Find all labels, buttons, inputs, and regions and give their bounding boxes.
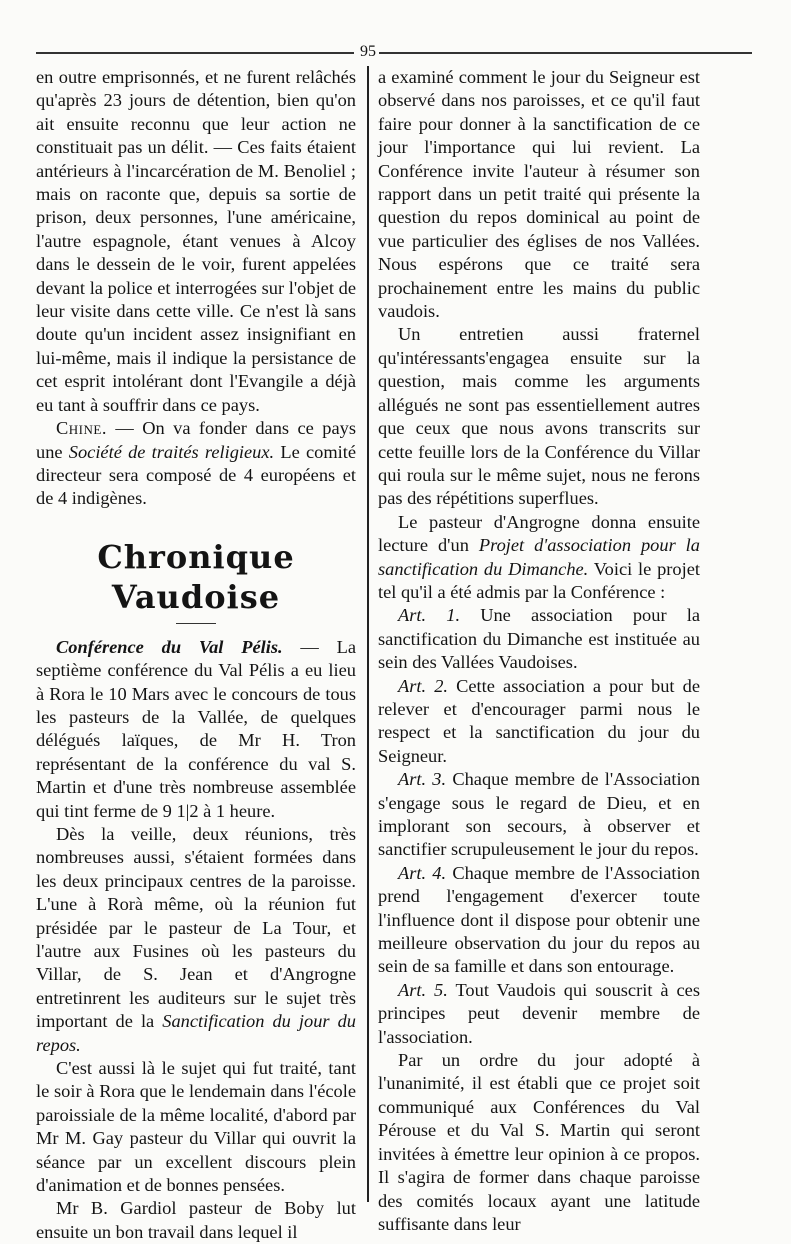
article-4-label: Art. 4. bbox=[398, 862, 447, 883]
article-1-label: Art. 1. bbox=[398, 605, 461, 626]
chine-label: Chine. bbox=[56, 418, 107, 439]
article-3-text: Chaque membre de l'Association s'engage sous le regard de Dieu, et en implorant son secours, à observer et sanctifier scrupuleusement le jour du repos. bbox=[378, 769, 700, 860]
paragraph-sujet: C'est aussi là le sujet qui fut traité, tant le soir à Rora que le lendemain dans l'école paroissiale de la même localité, d'abord par Mr M. Gay pasteur du Villar qui ouvrit la séance par un excellent discours plein d'animation et de bonnes pensées. bbox=[36, 1058, 356, 1196]
paragraph-ordre-du-jour: Par un ordre du jour adopté à l'unanimité, il est établi que ce projet soit communiqué aux Conférences du Val Pérouse et du Val S. Martin qui seront invitées à émettre leur opinion à ce propos. Il s'agira de former dans chaque paroisse des comités locaux ayant une latitude suffisante dans leur bbox=[378, 1050, 700, 1234]
article-3-label: Art. 3. bbox=[398, 769, 447, 790]
page-header bbox=[36, 41, 752, 63]
projet-text-a: Le pasteur d'Angrogne donna ensuite lecture d'un bbox=[378, 511, 700, 556]
paragraph-spain-continuation: en outre emprisonnés, et ne furent relâchés qu'après 23 jours de détention, bien qu'on ait ensuite reconnu que leur action ne constituait pas un délit. — Ces faits étaient antérieurs à l'incarcération de M. Benoliel ; mais on raconte que, depuis sa sortie de prison, deux personnes, l'une américaine, l'autre espagnole, étant venues à Alcoy dans le dessein de le voir, furent appelées devant la police et interrogées sur l'objet de leur visite dans cette ville. Ce n'est là sans doute qu'un incident assez insignifiant en lui-même, mais il indique la persistance de cet esprit intolérant dont l'Evangile a déjà eu tant à souffrir dans ce pays. bbox=[36, 67, 356, 415]
right-column bbox=[378, 66, 700, 1236]
chine-italic: Société de traités religieux. bbox=[68, 441, 275, 462]
paragraph-veille bbox=[36, 823, 356, 1057]
conference-text: — La septième conférence du Val Pélis a eu lieu à Rora le 10 Mars avec le concours de tous les pasteurs de la Vallée, de quelques délégués laïques, de Mr H. Tron représentant de la conférence du val S. Martin et d'une très nombreuse assemblée qui tint ferme de 9 1|2 à 1 heure. bbox=[36, 636, 357, 821]
article-1 bbox=[378, 604, 700, 674]
veille-text: Dès la veille, deux réunions, très nombreuses aussi, s'étaient formées dans les deux principaux centres de la paroisse. L'une à Rorà même, où la réunion fut présidée par le pasteur de La Tour, et l'autre aux Fusines où les pasteurs du Villar, de S. Jean et d'Angrogne entretinrent les auditeurs sur le sujet très important de la bbox=[36, 823, 356, 1032]
paragraph-conference bbox=[36, 636, 356, 823]
conference-heading: Conférence du Val Pélis. bbox=[56, 636, 283, 657]
article-4-text: Chaque membre de l'Association prend l'engagement d'exercer toute l'influence dont il dispose pour obtenir une meilleure observation du jour du repos au sein de sa famille et dans son entourage. bbox=[378, 862, 700, 977]
chine-text-2: Le comité directeur sera composé de 4 européens et de 4 indigènes. bbox=[36, 441, 357, 509]
page-number: 95 bbox=[360, 43, 376, 60]
paragraph-gardiol: Mr B. Gardiol pasteur de Boby lut ensuite un bon travail dans lequel il bbox=[36, 1198, 356, 1242]
section-title: Chronique Vaudoise bbox=[97, 537, 295, 616]
article-4 bbox=[378, 862, 700, 979]
projet-text-b: Voici le projet tel qu'il a été admis par la Conférence : bbox=[378, 558, 700, 602]
header-rule-left bbox=[36, 52, 354, 54]
left-column bbox=[36, 66, 356, 1244]
article-2-text: Cette association a pour but de relever et d'encourager parmi nous le respect et la sanctification du jour du Seigneur. bbox=[378, 675, 700, 766]
article-3 bbox=[378, 768, 700, 862]
header-rule-right bbox=[379, 52, 752, 54]
projet-italic: Projet d'association pour la sanctification du Dimanche. bbox=[378, 535, 700, 579]
paragraph-projet bbox=[378, 511, 700, 605]
chine-text-1: — On va fonder dans ce pays une bbox=[36, 418, 356, 462]
article-5-text: Tout Vaudois qui souscrit à ces principes peut devenir membre de l'association. bbox=[378, 979, 700, 1047]
article-5-label: Art. 5. bbox=[398, 979, 448, 1000]
title-rule bbox=[176, 623, 216, 624]
column-separator bbox=[367, 66, 369, 1202]
paragraph-chine bbox=[36, 417, 356, 511]
article-1-text: Une association pour la sanctification du Dimanche est instituée au sein des Vallées Vaudoises. bbox=[378, 605, 700, 673]
veille-italic: Sanctification du jour du repos. bbox=[36, 1011, 356, 1055]
article-5 bbox=[378, 979, 700, 1049]
paragraph-examine: a examiné comment le jour du Seigneur est observé dans nos paroisses, et ce qu'il faut faire pour donner à la sanctification de ce jour l'importance qui lui revient. La Conférence invite l'auteur à résumer son rapport dans un petit traité qui présente la question du repos dominical au point de vue particulier des églises de nos Vallées. Nous espérons que ce traité sera prochainement entre les mains du public vaudois. bbox=[378, 67, 700, 322]
paragraph-entretien: Un entretien aussi fraternel qu'intéressants'engagea ensuite sur la question, mais comme les arguments allégués ne sont pas essentiellement autres que ceux que nous avons transcrits sur cette feuille lors de la Conférence du Villar qui roula sur le même sujet, nous ne ferons pas des répétitions superflues. bbox=[378, 324, 700, 509]
article-2 bbox=[378, 675, 700, 769]
article-2-label: Art. 2. bbox=[398, 675, 449, 696]
